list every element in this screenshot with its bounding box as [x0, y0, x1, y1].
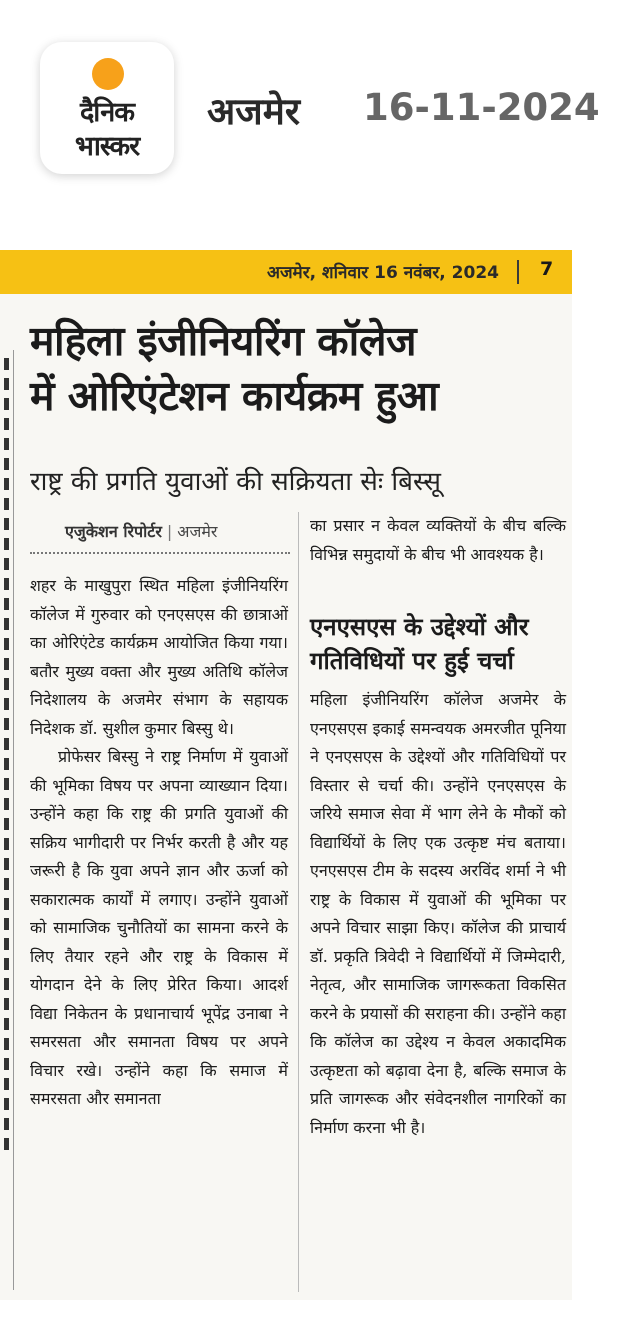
article-column-2-top: [310, 512, 566, 569]
band-date: अजमेर, शनिवार 16 नवंबर, 2024: [266, 263, 499, 283]
band-divider: [517, 260, 519, 284]
news-clipping: [0, 250, 572, 1300]
section-heading: एनएसएस के उद्देश्यों और गतिविधियों पर हुई चर्चा: [310, 613, 529, 675]
headline-line-2: में ओरिएंटेशन कार्यक्रम हुआ: [30, 372, 439, 420]
adjacent-article-edge: [0, 350, 14, 1290]
edition-date: 16-11-2024: [363, 86, 600, 129]
column2-continuation: का प्रसार न केवल व्यक्तियों के बीच बल्कि विभिन्न समुदायों के बीच भी आवश्यक है।: [310, 516, 566, 564]
article-headline: [30, 314, 568, 424]
byline: एजुकेशन रिपोर्टर | अजमेर: [65, 522, 218, 541]
page-number: 7: [540, 258, 554, 280]
article-column-2-body: [310, 686, 566, 1142]
byline-location: अजमेर: [177, 522, 218, 541]
logo-text-line1: दैनिक: [79, 97, 135, 128]
page-header-band: [0, 250, 572, 294]
column2-paragraph: महिला इंजीनियरिंग कॉलेज अजमेर के एनएसएस इकाई समन्वयक अमरजीत पूनिया ने एनएसएस के उद्देश्यों और गतिविधियों पर विस्तार से चर्चा की। उन्होंने एनएसएस के जरिये समाज सेवा में भाग लेने के मौकों को विद्यार्थियों के लिए एक उत्कृष्ट मंच बताया। एनएसएस टीम के सदस्य अरविंद शर्मा ने भी राष्ट्र के विकास में युवाओं की भूमिका पर अपने विचार साझा किए। कॉलेज की प्राचार्य डॉ. प्रकृति त्रिवेदी ने विद्यार्थियों में जिम्मेदारी, नेतृत्व, और सामाजिक जागरूकता विकसित करने के प्रयासों की सराहना की। उन्होंने कहा कि कॉलेज का उद्देश्य न केवल अकादमिक उत्कृष्टता को बढ़ावा देना है, बल्कि समाज के प्रति जागरूक और संवेदनशील नागरिकों का निर्माण करना भी है।: [310, 690, 566, 1137]
headline-line-1: महिला इंजीनियरिंग कॉलेज: [30, 317, 416, 365]
sun-icon: [92, 58, 124, 90]
column1-paragraph-2: प्रोफेसर बिस्सु ने राष्ट्र निर्माण में युवाओं की भूमिका विषय पर अपना व्याख्यान दिया। उन्होंने कहा कि राष्ट्र की प्रगति युवाओं की सक्रिय भागीदारी पर निर्भर करती है और यह जरूरी है कि युवा अपने ज्ञान और ऊर्जा को सकारात्मक कार्यों में लगाए। उन्होंने युवाओं को सामाजिक चुनौतियों का सामना करने के लिए तैयार रहने और राष्ट्र के विकास में योगदान देने के लिए प्रेरित किया। आदर्श विद्या निकेतन के प्रधानाचार्य भूपेंद्र उनाबा ने समरसता और समानता विषय पर अपने विचार रखे। उन्होंने कहा कि समाज में समरसता और समानता: [30, 747, 288, 1108]
byline-divider: [30, 552, 290, 554]
dainik-bhaskar-logo: [40, 42, 174, 174]
edition-city: अजमेर: [207, 90, 300, 133]
column1-paragraph-1: शहर के माखुपुरा स्थित महिला इंजीनियरिंग कॉलेज में गुरुवार को एनएसएस की छात्राओं का ओरिएंटेड कार्यक्रम आयोजित किया गया। बतौर मुख्य वक्ता और मुख्य अतिथि कॉलेज निदेशालय के अजमेर संभाग के सहायक निदेशक डॉ. सुशील कुमार बिस्सु थे।: [30, 576, 288, 738]
article-column-1: [30, 572, 288, 1114]
logo-text-line2: भास्कर: [74, 131, 140, 162]
article-subheadline: राष्ट्र की प्रगति युवाओं की सक्रियता सेः बिस्सू: [30, 467, 441, 497]
byline-reporter: एजुकेशन रिपोर्टर: [65, 522, 162, 541]
column-divider: [298, 512, 299, 1292]
